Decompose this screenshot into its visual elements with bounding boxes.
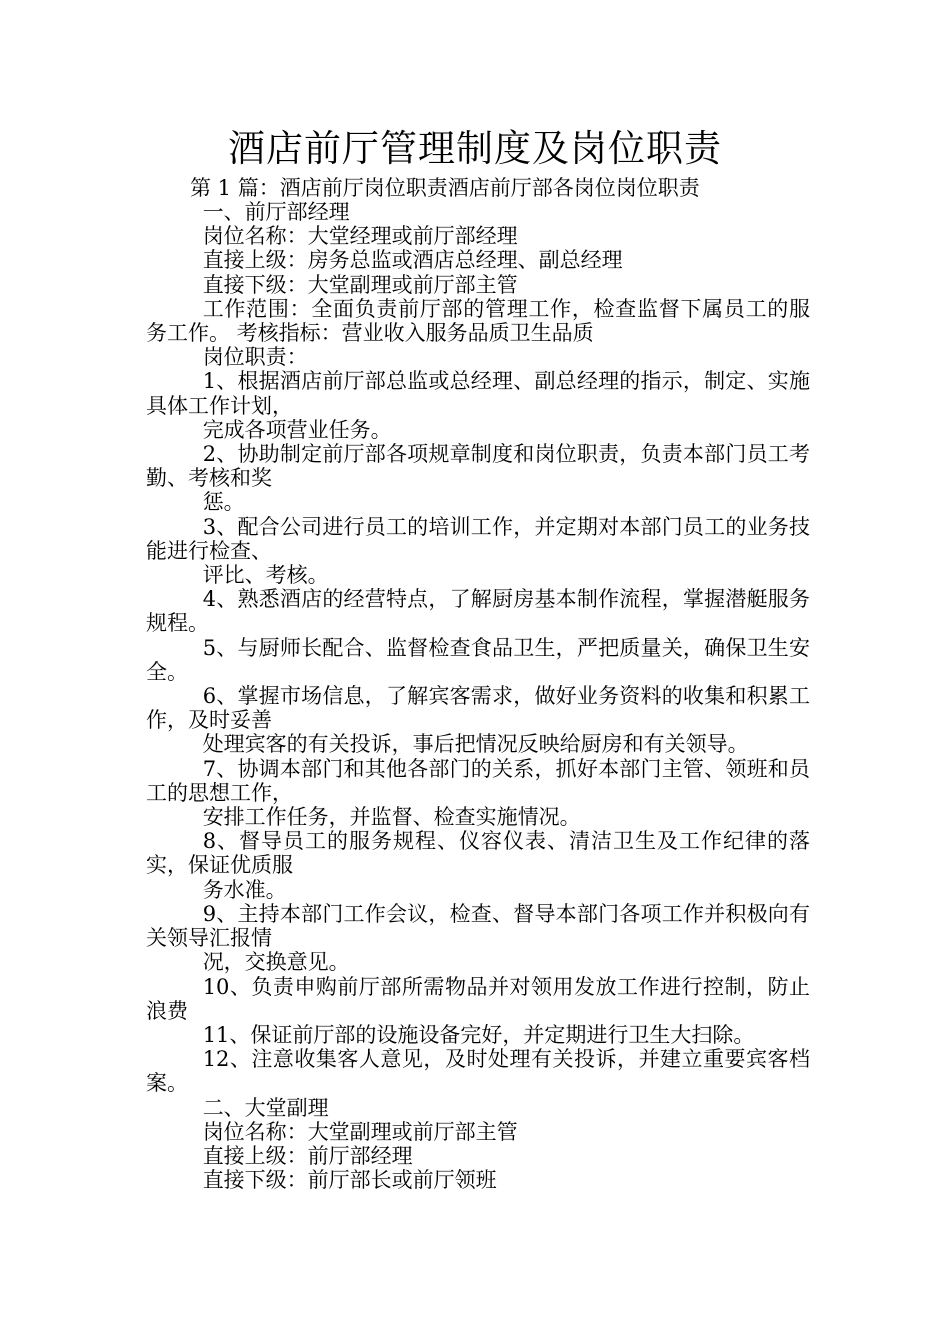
paragraph: 10、负责申购前厅部所需物品并对领用发放工作进行控制，防止浪费 <box>146 974 810 1023</box>
paragraph: 安排工作任务，并监督、检查实施情况。 <box>202 805 581 830</box>
paragraph: 况，交换意见。 <box>202 950 350 975</box>
document-body <box>146 200 810 1192</box>
section-heading: 一、前厅部经理 <box>202 200 350 224</box>
paragraph: 岗位名称：大堂经理或前厅部经理 <box>202 224 518 249</box>
document-title: 酒店前厅管理制度及岗位职责 <box>228 127 722 170</box>
paragraph: 务水准。 <box>202 877 287 902</box>
paragraph: 直接下级：前厅部长或前厅领班 <box>202 1168 497 1193</box>
paragraph: 6、掌握市场信息，了解宾客需求，做好业务资料的收集和积累工作，及时妥善 <box>146 684 810 733</box>
paragraph: 直接下级：大堂副理或前厅部主管 <box>202 272 518 297</box>
paragraph: 1、根据酒店前厅部总监或总经理、副总经理的指示，制定、实施具体工作计划， <box>146 369 810 418</box>
paragraph: 惩。 <box>202 490 245 515</box>
paragraph: 12、注意收集客人意见，及时处理有关投诉，并建立重要宾客档案。 <box>146 1047 810 1096</box>
paragraph: 处理宾客的有关投诉，事后把情况反映给厨房和有关领导。 <box>202 732 749 757</box>
paragraph: 8、督导员工的服务规程、仪容仪表、清洁卫生及工作纪律的落实，保证优质服 <box>146 829 810 878</box>
paragraph: 5、与厨师长配合、监督检查食品卫生，严把质量关，确保卫生安全。 <box>146 635 810 684</box>
paragraph: 直接上级：房务总监或酒店总经理、副总经理 <box>202 248 623 273</box>
paragraph: 2、协助制定前厅部各项规章制度和岗位职责，负责本部门员工考勤、考核和奖 <box>146 442 810 491</box>
paragraph: 完成各项营业任务。 <box>202 417 392 442</box>
section-heading: 二、大堂副理 <box>202 1095 329 1120</box>
paragraph: 7、协调本部门和其他各部门的关系，抓好本部门主管、领班和员工的思想工作， <box>146 756 810 805</box>
document-subtitle: 第 1 篇：酒店前厅岗位职责酒店前厅部各岗位岗位职责 <box>190 176 700 200</box>
paragraph: 11、保证前厅部的设施设备完好，并定期进行卫生大扫除。 <box>202 1022 755 1047</box>
paragraph: 4、熟悉酒店的经营特点，了解厨房基本制作流程，掌握潜艇服务规程。 <box>146 587 810 636</box>
paragraph: 3、配合公司进行员工的培训工作，并定期对本部门员工的业务技能进行检查、 <box>146 514 810 563</box>
paragraph: 9、主持本部门工作会议，检查、督导本部门各项工作并积极向有关领导汇报情 <box>146 901 810 951</box>
paragraph: 工作范围：全面负责前厅部的管理工作，检查监督下属员工的服务工作。 考核指标：营业收入服务品质卫生品质 <box>146 296 810 346</box>
paragraph: 评比、考核。 <box>202 563 329 588</box>
paragraph: 岗位职责： <box>202 345 308 370</box>
paragraph: 岗位名称：大堂副理或前厅部主管 <box>202 1119 518 1144</box>
paragraph: 直接上级：前厅部经理 <box>202 1143 413 1168</box>
